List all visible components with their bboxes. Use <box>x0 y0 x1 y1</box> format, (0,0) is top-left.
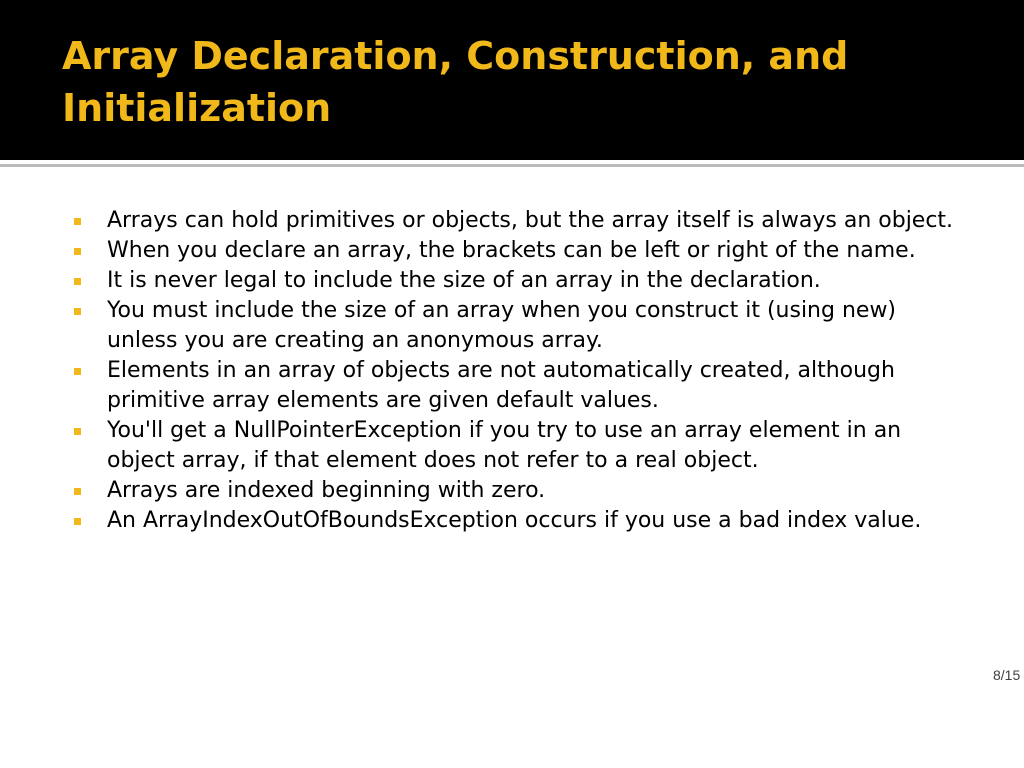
bullet-item <box>74 296 964 356</box>
square-bullet-icon <box>74 218 81 225</box>
bullet-item <box>74 236 964 266</box>
bullet-text: Arrays can hold primitives or objects, but the array itself is always an object. <box>107 208 954 233</box>
bullet-list <box>74 206 964 536</box>
square-bullet-icon <box>74 248 81 255</box>
bullet-item <box>74 476 964 506</box>
square-bullet-icon <box>74 518 81 525</box>
title-divider-gray <box>0 164 1024 167</box>
bullet-item <box>74 266 964 296</box>
bullet-text: Arrays are indexed beginning with zero. <box>107 478 546 503</box>
bullet-item <box>74 206 964 236</box>
bullet-item <box>74 416 964 476</box>
page-number: 8/15 <box>993 667 1021 683</box>
square-bullet-icon <box>74 488 81 495</box>
bullet-item <box>74 506 964 536</box>
bullet-text: It is never legal to include the size of an array in the declaration. <box>107 268 821 293</box>
bullet-text: Elements in an array of objects are not automatically created, although primitive array elements are given default values. <box>107 358 895 413</box>
bullet-text: When you declare an array, the brackets can be left or right of the name. <box>107 238 916 263</box>
slide-title: Array Declaration, Construction, and Initialization <box>62 34 849 130</box>
bullet-text: You must include the size of an array when you construct it (using new) unless you are creating an anonymous array. <box>107 298 897 353</box>
bullet-text: You'll get a NullPointerException if you try to use an array element in an object array, if that element does not refer to a real object. <box>107 418 902 473</box>
square-bullet-icon <box>74 368 81 375</box>
bullet-text: An ArrayIndexOutOfBoundsException occurs if you use a bad index value. <box>107 508 922 533</box>
bullet-item <box>74 356 964 416</box>
square-bullet-icon <box>74 428 81 435</box>
square-bullet-icon <box>74 308 81 315</box>
title-bar <box>0 0 1024 160</box>
square-bullet-icon <box>74 278 81 285</box>
